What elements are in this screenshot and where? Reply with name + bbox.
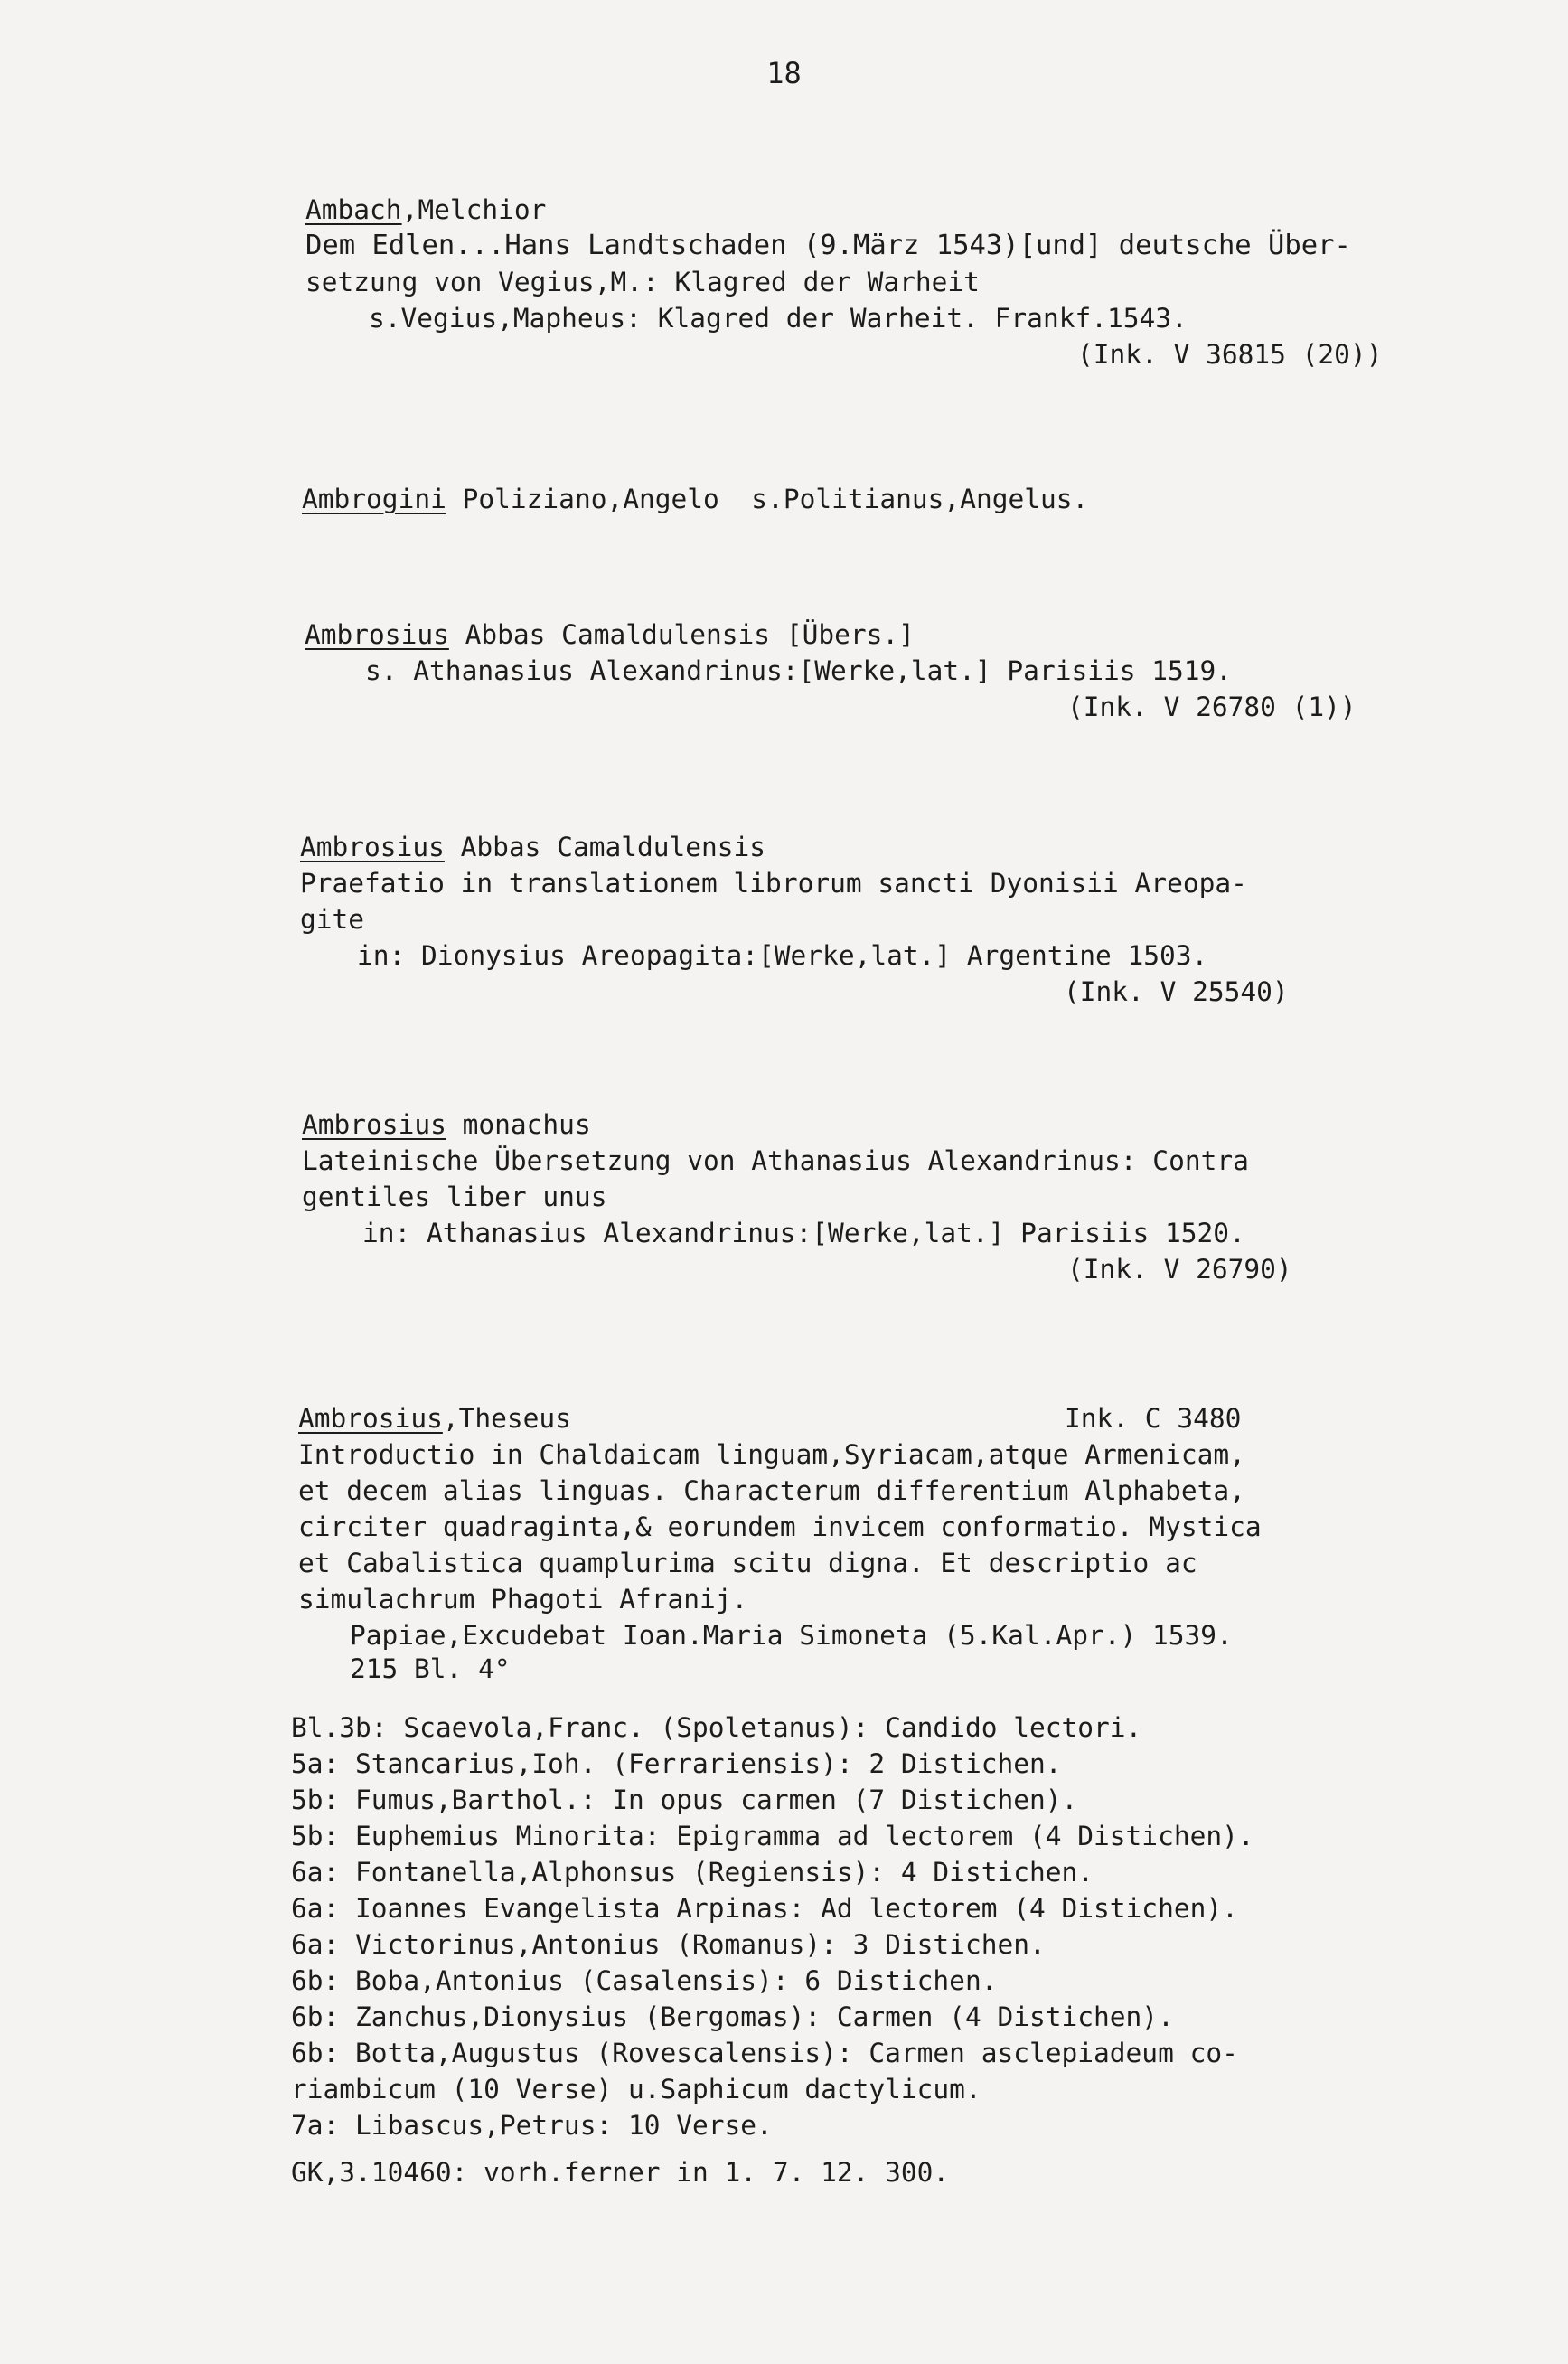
- entry-line: Praefatio in translationem librorum sancti Dyonisii Areopa-: [300, 868, 1247, 899]
- contents-line: riambicum (10 Verse) u.Saphicum dactylicum.: [291, 2074, 981, 2105]
- entry-line: et Cabalistica quamplurima scitu digna. Et descriptio ac: [298, 1548, 1197, 1578]
- entry-line: setzung von Vegius,M.: Klagred der Warheit: [305, 267, 980, 297]
- entry-line: simulachrum Phagoti Afranij.: [298, 1584, 748, 1615]
- heading-rest: Poliziano,Angelo s.Politianus,Angelus.: [446, 484, 1089, 514]
- shelfmark: (Ink. V 25540): [1064, 976, 1289, 1007]
- heading-name: Ambrogini: [302, 484, 446, 514]
- entry-heading: [305, 617, 915, 653]
- shelfmark: (Ink. V 36815 (20)): [1077, 339, 1383, 370]
- contents-line: 6a: Victorinus,Antonius (Romanus): 3 Distichen.: [291, 1929, 1046, 1960]
- contents-line: 6a: Ioannes Evangelista Arpinas: Ad lectorem (4 Distichen).: [291, 1893, 1238, 1924]
- shelfmark: (Ink. V 26790): [1067, 1254, 1292, 1285]
- footnote-line: GK,3.10460: vorh.ferner in 1. 7. 12. 300.: [291, 2157, 950, 2188]
- contents-line: 6b: Botta,Augustus (Rovescalensis): Carmen asclepiadeum co-: [291, 2038, 1238, 2068]
- entry-heading: [300, 829, 765, 865]
- shelfmark: Ink. C 3480: [1065, 1403, 1242, 1434]
- contents-line: 7a: Libascus,Petrus: 10 Verse.: [291, 2110, 773, 2141]
- entry-heading: [298, 1400, 571, 1436]
- entry-line: in: Athanasius Alexandrinus:[Werke,lat.] Parisiis 1520.: [362, 1218, 1245, 1248]
- contents-line: 5b: Euphemius Minorita: Epigramma ad lectorem (4 Distichen).: [291, 1821, 1254, 1851]
- contents-line: 5a: Stancarius,Ioh. (Ferrariensis): 2 Distichen.: [291, 1748, 1062, 1779]
- entry-line: gite: [300, 904, 365, 935]
- contents-line: 6b: Boba,Antonius (Casalensis): 6 Distichen.: [291, 1965, 998, 1996]
- heading-name: Ambrosius: [298, 1403, 443, 1434]
- heading-rest: Abbas Camaldulensis: [444, 832, 766, 862]
- heading-name: Ambrosius: [300, 832, 445, 862]
- page-number: 18: [766, 56, 802, 90]
- imprint-line: Papiae,Excudebat Ioan.Maria Simoneta (5.Kal.Apr.) 1539.: [350, 1620, 1233, 1651]
- contents-line: 6a: Fontanella,Alphonsus (Regiensis): 4 Distichen.: [291, 1857, 1094, 1888]
- entry-line: Lateinische Übersetzung von Athanasius Alexandrinus: Contra: [302, 1145, 1249, 1176]
- collation-line: 215 Bl. 4°: [350, 1653, 511, 1684]
- entry-line: gentiles liber unus: [302, 1182, 607, 1212]
- heading-name: Ambach: [305, 194, 402, 225]
- heading-name: Ambrosius: [305, 619, 449, 650]
- entry-line: et decem alias linguas. Characterum differentium Alphabeta,: [298, 1475, 1245, 1506]
- entry-line: s.Vegius,Mapheus: Klagred der Warheit. Frankf.1543.: [369, 303, 1188, 334]
- heading-rest: ,Melchior: [401, 194, 547, 225]
- heading-rest: Abbas Camaldulensis [Übers.]: [448, 619, 915, 650]
- heading-rest: ,Theseus: [442, 1403, 571, 1434]
- entry-heading: [302, 481, 1088, 517]
- entry-line: Introductio in Chaldaicam linguam,Syriacam,atque Armenicam,: [298, 1439, 1245, 1470]
- contents-line: 6b: Zanchus,Dionysius (Bergomas): Carmen (4 Distichen).: [291, 2001, 1174, 2032]
- entry-line: s. Athanasius Alexandrinus:[Werke,lat.] Parisiis 1519.: [365, 655, 1233, 686]
- entry-line: circiter quadraginta,& eorundem invicem conformatio. Mystica: [298, 1512, 1262, 1542]
- contents-line: 5b: Fumus,Barthol.: In opus carmen (7 Distichen).: [291, 1785, 1078, 1815]
- entry-line: Dem Edlen...Hans Landtschaden (9.März 1543)[und] deutsche Über-: [305, 230, 1351, 261]
- contents-line: Bl.3b: Scaevola,Franc. (Spoletanus): Candido lectori.: [291, 1712, 1142, 1743]
- entry-heading: [302, 1107, 591, 1143]
- shelfmark: (Ink. V 26780 (1)): [1067, 692, 1357, 722]
- heading-name: Ambrosius: [302, 1109, 446, 1140]
- heading-rest: monachus: [446, 1109, 591, 1140]
- entry-line: in: Dionysius Areopagita:[Werke,lat.] Argentine 1503.: [357, 940, 1208, 971]
- entry-heading: [305, 192, 546, 228]
